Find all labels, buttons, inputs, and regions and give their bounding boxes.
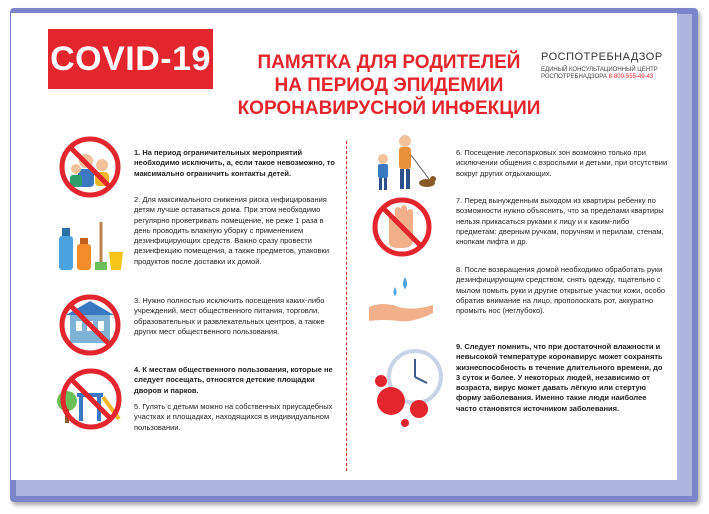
cleaning-supplies-icon (53, 218, 125, 274)
list-item (456, 196, 668, 247)
org-sub-text: РОСПОТРЕБНАДЗОРА (541, 74, 607, 80)
org-name: РОСПОТРЕБНАДЗОР (541, 51, 663, 63)
list-item (456, 265, 668, 316)
title-line-1: ПАМЯТКА ДЛЯ РОДИТЕЛЕЙ (257, 52, 521, 73)
item-7-text: 7. Перед вынужденным выходом из квартиры ребенку по возможности нужно объяснить, что за пределами квартиры нельзя прикасаться руками к лицу и к каким-либо предметам: дверным ручкам, поручням и перилам, стенам, кнопкам лифта и др. (456, 196, 664, 247)
page-title (229, 51, 549, 120)
item-9-text: 9. Следует помнить, что при достаточной влажности и невысокой температуре коронавирус может сохранять жизнеспособность в течение длительного времени, до 3 суток и более. У некоторых людей, независимо от возраста, вирус может давать лёгкую или стертую форму заболевания. Именно такие люди наиболее часто становятся источником заболевания. (456, 342, 663, 413)
item-2-text: 2. Для максимального снижения риска инфицирования детям лучше оставаться дома. При этом необходимо регулярно проветривать помещение, не реже 1 раза в день проводить влажную уборку с применением дезинфицирующих средств. Важно сразу провести дезинфекцию помещения, а также предметов, упаковки продуктов после доставки их домой. (134, 195, 330, 266)
item-6-text: 6. Посещение лесопарковых зон возможно только при исключении общения с взрослыми и детьми, при отсутствии вокруг других отдыхающих. (456, 148, 668, 178)
list-item (134, 296, 340, 337)
org-sub-line-1: ЕДИНЫЙ КОНСУЛЬТАЦИОННЫЙ ЦЕНТР (541, 67, 658, 73)
list-item (456, 342, 668, 414)
item-3-text: 3. Нужно полностью исключить посещения каких-либо учреждений, мест общественного питания, торговли, образовательных и развлекательных центров, а также других мест общественного пользования. (134, 296, 325, 336)
no-touch-hand-icon (371, 196, 433, 258)
hand-sanitizer-icon (365, 271, 437, 331)
no-playground-icon (53, 367, 125, 433)
list-item (134, 148, 340, 179)
org-phone: 8-800-555-49-43 (608, 74, 654, 80)
org-subtitle (541, 67, 671, 81)
no-public-places-icon (56, 291, 124, 359)
list-item (134, 402, 340, 433)
item-8-text: 8. После возвращения домой необходимо обработать руки дезинфицирующим средством, снять одежду, тщательно с мылом помыть руки и другие открытые участки кожи, особо обратив внимание на лицо, прополоскать рот, аккуратно промыть нос (неглубоко). (456, 265, 666, 316)
item-1-text: 1. На период ограничительных мероприятий необходимо исключить, а, если такое невозможно, то максимально ограничить контакты детей. (134, 148, 335, 178)
title-line-3: КОРОНАВИРУСНОЙ ИНФЕКЦИИ (237, 98, 541, 119)
item-4-text: 4. К местам общественного пользования, которые не следует посещать, относятся детские площадки дворов и парков. (134, 365, 333, 395)
covid-badge (48, 29, 213, 89)
org-block (541, 51, 671, 81)
list-item (134, 365, 340, 396)
virus-clock-icon (365, 343, 447, 429)
column-divider (346, 141, 347, 471)
title-line-2: НА ПЕРИОД ЭПИДЕМИИ (274, 75, 504, 96)
no-children-contact-icon (56, 133, 124, 201)
org-sub-line-2 (541, 74, 671, 81)
poster (11, 13, 677, 480)
covid-badge-text: COVID-19 (50, 39, 211, 78)
list-item (456, 148, 668, 179)
item-5-text: 5. Гулять с детьми можно на собственных приусадебных участках и площадках, находящихся в индивидуальном пользовании. (134, 402, 333, 432)
list-item (134, 195, 340, 267)
family-walk-icon (369, 133, 437, 195)
